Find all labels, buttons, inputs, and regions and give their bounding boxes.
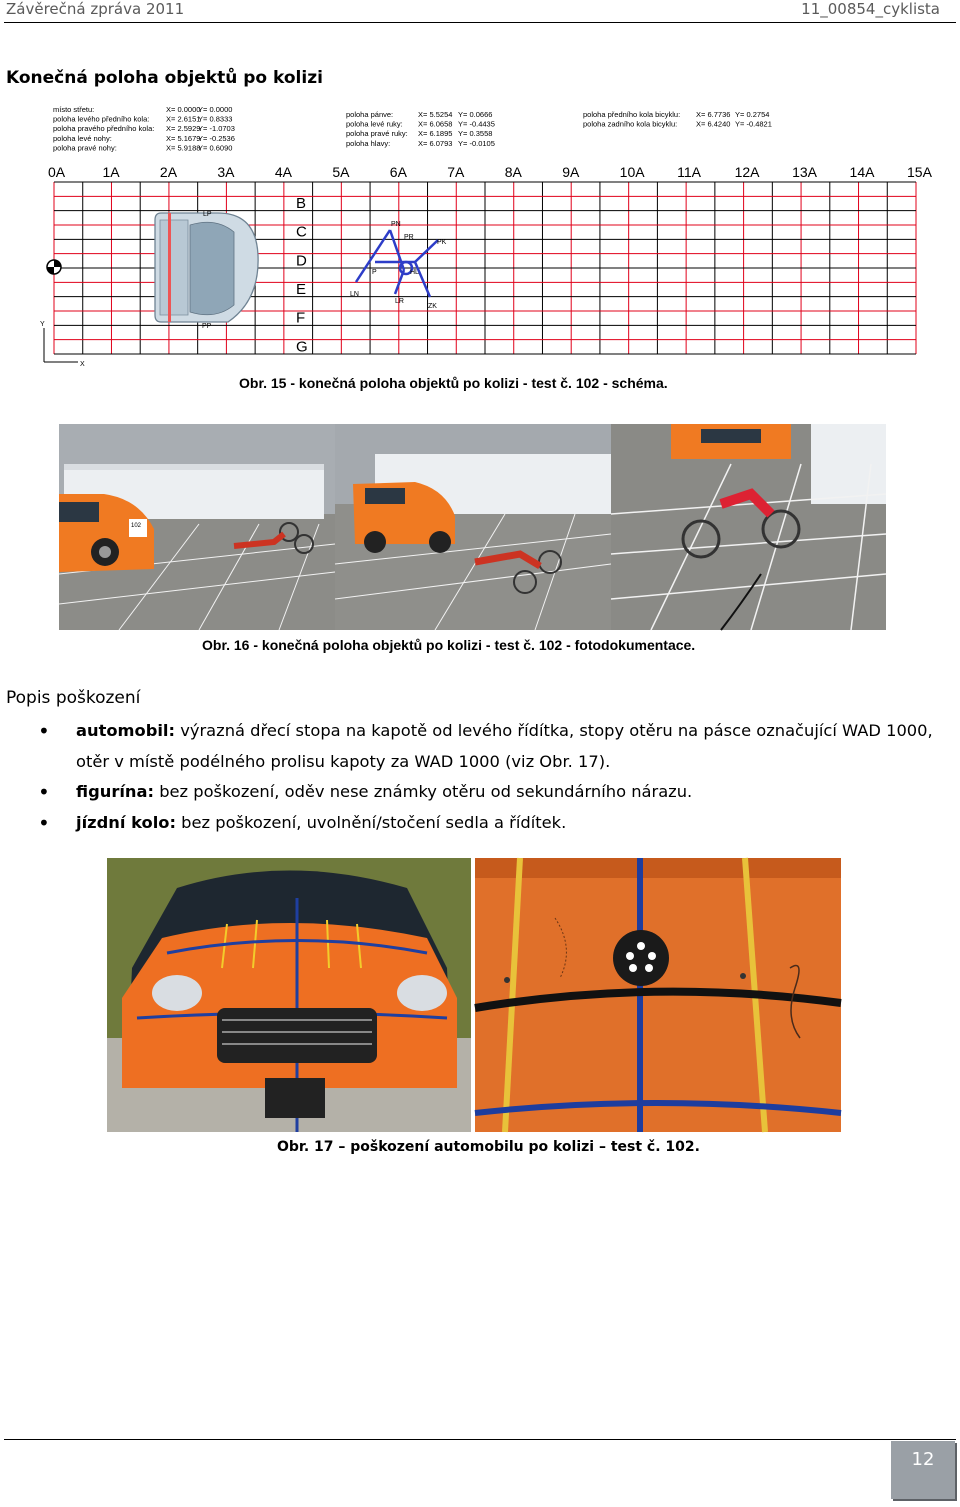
axis-y-label: Y	[40, 321, 45, 328]
point-label: ZK	[428, 303, 437, 310]
footer-divider	[4, 1439, 956, 1440]
caption-fig16: Obr. 16 - konečná poloha objektů po kolizi - test č. 102 - fotodokumentace.	[202, 637, 696, 653]
coord-y: Y= 0.8333	[198, 114, 233, 124]
coords-mid	[346, 110, 495, 148]
coord-x: X= 6.0658	[418, 119, 453, 129]
coord-y: Y= 0.6090	[198, 143, 233, 153]
photo-car-front	[107, 858, 471, 1132]
coords-left	[53, 105, 235, 152]
coord-x: X= 0.0000	[166, 105, 201, 114]
column-label: 15A	[907, 164, 932, 180]
car-top-view	[155, 213, 258, 322]
coord-x: X= 6.0793	[418, 138, 453, 148]
car-plate-left: 102	[131, 523, 142, 529]
bullet-text: výrazná dřecí stopa na kapotě od levého řídítka, stopy otěru na pásce označující WAD 1000, otěr v místě podélného prolisu kapoty za WAD 1000 (viz Obr. 17).	[76, 721, 933, 771]
caption-fig17: Obr. 17 – poškození automobilu po kolizi – test č. 102.	[277, 1139, 700, 1155]
point-label: PR	[404, 234, 414, 241]
header-left: Závěrečná zpráva 2011	[6, 0, 185, 18]
impact-point-icon	[47, 260, 61, 274]
coord-y: Y= -1.0703	[198, 124, 235, 134]
list-item	[36, 808, 941, 839]
point-label: PN	[391, 221, 401, 228]
header-divider	[4, 22, 956, 23]
axis-icon	[44, 328, 78, 362]
point-label: PK	[437, 239, 447, 246]
caption-fig15: Obr. 15 - konečná poloha objektů po kolizi - test č. 102 - schéma.	[239, 375, 668, 391]
coord-y: Y= 0.0666	[458, 110, 493, 119]
bullet-label: figurína:	[76, 782, 155, 801]
photo-scene-left	[59, 424, 335, 630]
coord-y: Y= 0.0000	[198, 105, 233, 114]
coords-right	[583, 110, 772, 129]
header-right: 11_00854_cyklista	[801, 0, 940, 18]
column-label: 1A	[102, 164, 120, 180]
section-title: Konečná poloha objektů po kolizi	[6, 68, 323, 88]
coord-y: Y= -0.4821	[735, 119, 772, 129]
coord-x: X= 6.7736	[696, 110, 731, 119]
point-label: LP	[203, 211, 212, 218]
coord-label: poloha levé nohy:	[53, 133, 112, 143]
collision-schema	[38, 100, 932, 370]
bullet-text: bez poškození, uvolnění/stočení sedla a řídítek.	[176, 812, 567, 832]
photo-scene-middle	[335, 424, 611, 630]
bullet-text: bez poškození, oděv nese známky otěru od sekundárního nárazu.	[154, 782, 693, 801]
photo-scene-right	[611, 424, 886, 630]
point-label: LR	[395, 298, 404, 305]
row-label: B	[296, 195, 307, 212]
coord-x: X= 2.6151	[166, 114, 201, 124]
coord-y: Y= -0.0105	[458, 138, 495, 148]
column-label: 6A	[389, 164, 407, 180]
bullet-label: jízdní kolo:	[76, 812, 176, 832]
list-item	[36, 777, 941, 808]
coord-label: poloha levého předního kola:	[53, 114, 150, 124]
coord-x: X= 6.4240	[696, 119, 731, 129]
coord-label: poloha pánve:	[346, 110, 394, 119]
damage-list	[36, 716, 941, 838]
coord-x: X= 5.1679	[166, 133, 201, 143]
coord-label: poloha zadního kola bicyklu:	[583, 119, 678, 129]
coord-y: Y= 0.3558	[458, 129, 493, 139]
row-label: G	[296, 338, 308, 356]
column-labels	[48, 164, 933, 180]
row-label: C	[296, 223, 307, 241]
column-label: 0A	[48, 164, 66, 180]
column-label: 9A	[562, 164, 580, 180]
coord-x: X= 6.1895	[418, 129, 453, 139]
coord-y: Y= -0.4435	[458, 119, 495, 129]
point-label: PP	[202, 323, 212, 330]
damage-description-title: Popis poškození	[6, 688, 141, 708]
column-label: 7A	[447, 164, 465, 180]
column-label: 10A	[619, 164, 645, 180]
row-label: F	[296, 309, 306, 327]
column-label: 14A	[849, 164, 875, 180]
column-label: 12A	[734, 164, 760, 180]
coord-label: poloha pravé nohy:	[53, 143, 117, 153]
coord-label: poloha levé ruky:	[346, 119, 403, 129]
page-number: 12	[891, 1441, 955, 1499]
row-label: E	[296, 281, 307, 298]
row-labels	[296, 195, 308, 355]
point-label: P	[372, 269, 377, 276]
coord-label: poloha pravé ruky:	[346, 129, 408, 139]
column-label: 3A	[217, 164, 235, 180]
dummy-stick-figure	[356, 230, 438, 297]
coord-label: poloha hlavy:	[346, 138, 391, 148]
coord-x: X= 5.9188	[166, 143, 201, 153]
coord-y: Y= -0.2536	[198, 133, 235, 143]
column-label: 2A	[159, 164, 178, 180]
column-label: 4A	[274, 164, 292, 180]
coord-label: místo střetu:	[53, 105, 95, 114]
axis-x-label: X	[80, 361, 85, 368]
row-label: D	[296, 252, 307, 270]
coord-label: poloha předního kola bicyklu:	[583, 110, 681, 119]
photo-hood-closeup	[475, 858, 841, 1132]
column-label: 11A	[677, 164, 702, 180]
list-item	[36, 716, 941, 777]
coord-x: X= 5.5254	[418, 110, 453, 119]
bullet-label: automobil:	[76, 721, 176, 740]
column-label: 13A	[792, 164, 817, 180]
coord-label: poloha pravého předního kola:	[53, 124, 155, 134]
column-label: 5A	[332, 164, 350, 180]
point-label: LN	[350, 291, 359, 298]
column-label: 8A	[504, 164, 522, 180]
coord-y: Y= 0.2754	[735, 110, 770, 119]
point-label: HL	[410, 269, 419, 276]
coord-x: X= 2.5929	[166, 124, 201, 134]
